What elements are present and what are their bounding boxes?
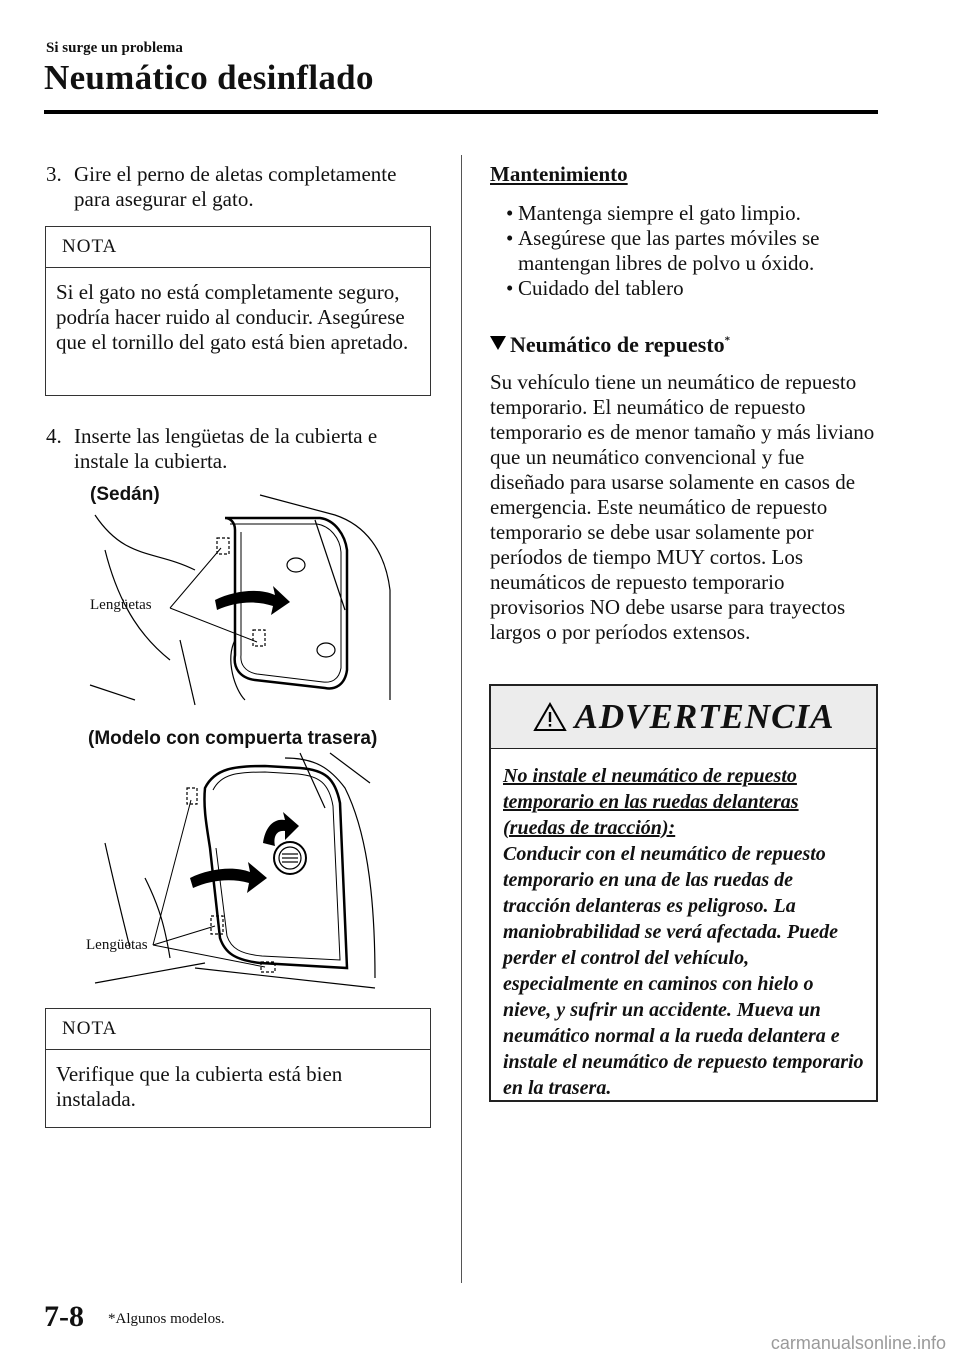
warning-triangle-icon [533,702,567,732]
note-1-heading: NOTA [46,227,430,268]
figure-1-label: (Sedán) [90,484,160,505]
maintenance-heading: Mantenimiento [490,162,628,186]
warning-header [491,686,876,749]
step-3 [46,162,436,212]
spare-tire-heading [490,332,880,358]
maintenance-item: • Cuidado del tablero [490,276,880,301]
warning-underlined-text: No instale el neumático de repuesto temporario en las ruedas delanteras (ruedas de tracción): [503,765,799,839]
page-number: 7-8 [44,1300,84,1333]
step-3-number: 3. [46,162,62,186]
warning-box [489,684,878,1102]
section-label: Si surge un problema [46,40,183,56]
step-3-line2: para asegurar el gato. [74,187,254,211]
footnote: *Algunos modelos. [108,1311,225,1327]
hatchback-cover-illustration [85,748,405,993]
step-4-line2: instale la cubierta. [74,449,228,473]
maintenance-section [490,162,880,301]
spare-tire-heading-text: Neumático de repuesto [510,332,725,357]
down-triangle-icon [490,336,506,350]
note-box-1 [45,226,431,396]
title-rule [44,110,878,114]
step-4-number: 4. [46,424,62,448]
warning-title: ADVERTENCIA [574,697,835,736]
note-1-body: Si el gato no está completamente seguro, podría hacer ruido al conducir. Asegúrese que el tornillo del gato está bien apretado. [56,280,409,354]
watermark: carmanualsonline.info [770,1333,946,1353]
figure-2-callout: Lengüetas [86,937,148,953]
page-title: Neumático desinflado [44,58,374,97]
maintenance-list [490,201,880,301]
step-3-line1: Gire el perno de aletas completamente [74,162,397,186]
maintenance-item: • Asegúrese que las partes móviles se mantengan libres de polvo u óxido. [490,226,880,276]
warning-body-text: Conducir con el neumático de repuesto temporario en una de las ruedas de tracción delanteras es peligroso. La maniobrabilidad se verá afectada. Puede perder el control del vehículo, especialmente en caminos con hielo o nieve, y sufrir un accidente. Mueva un neumático normal a la rueda delantera e instale el neumático de repuesto temporario en la trasera. [503,843,864,1099]
maintenance-item: • Mantenga siempre el gato limpio. [490,201,880,226]
step-4 [46,424,436,474]
note-2-body: Verifique que la cubierta está bien instalada. [56,1062,343,1111]
figure-1-callout: Lengüetas [90,597,152,613]
warning-body [491,749,876,1101]
column-divider [461,155,462,1283]
spare-tire-asterisk: * [724,334,731,347]
spare-tire-body: Su vehículo tiene un neumático de repuesto temporario. El neumático de repuesto temporario es de menor tamaño y más liviano que un neumático convencional y fue diseñado para usarse solamente en casos de emergencia. Este neumático de repuesto temporario se debe usar solamente por períodos de tiempo MUY cortos. Los neumáticos de repuesto temporario provisorios NO debe usarse para trayectos largos o por períodos extensos. [490,370,875,644]
step-4-line1: Inserte las lengüetas de la cubierta e [74,424,378,448]
note-box-2 [45,1008,431,1128]
note-2-heading: NOTA [46,1009,430,1050]
figure-2-label: (Modelo con compuerta trasera) [88,728,378,749]
